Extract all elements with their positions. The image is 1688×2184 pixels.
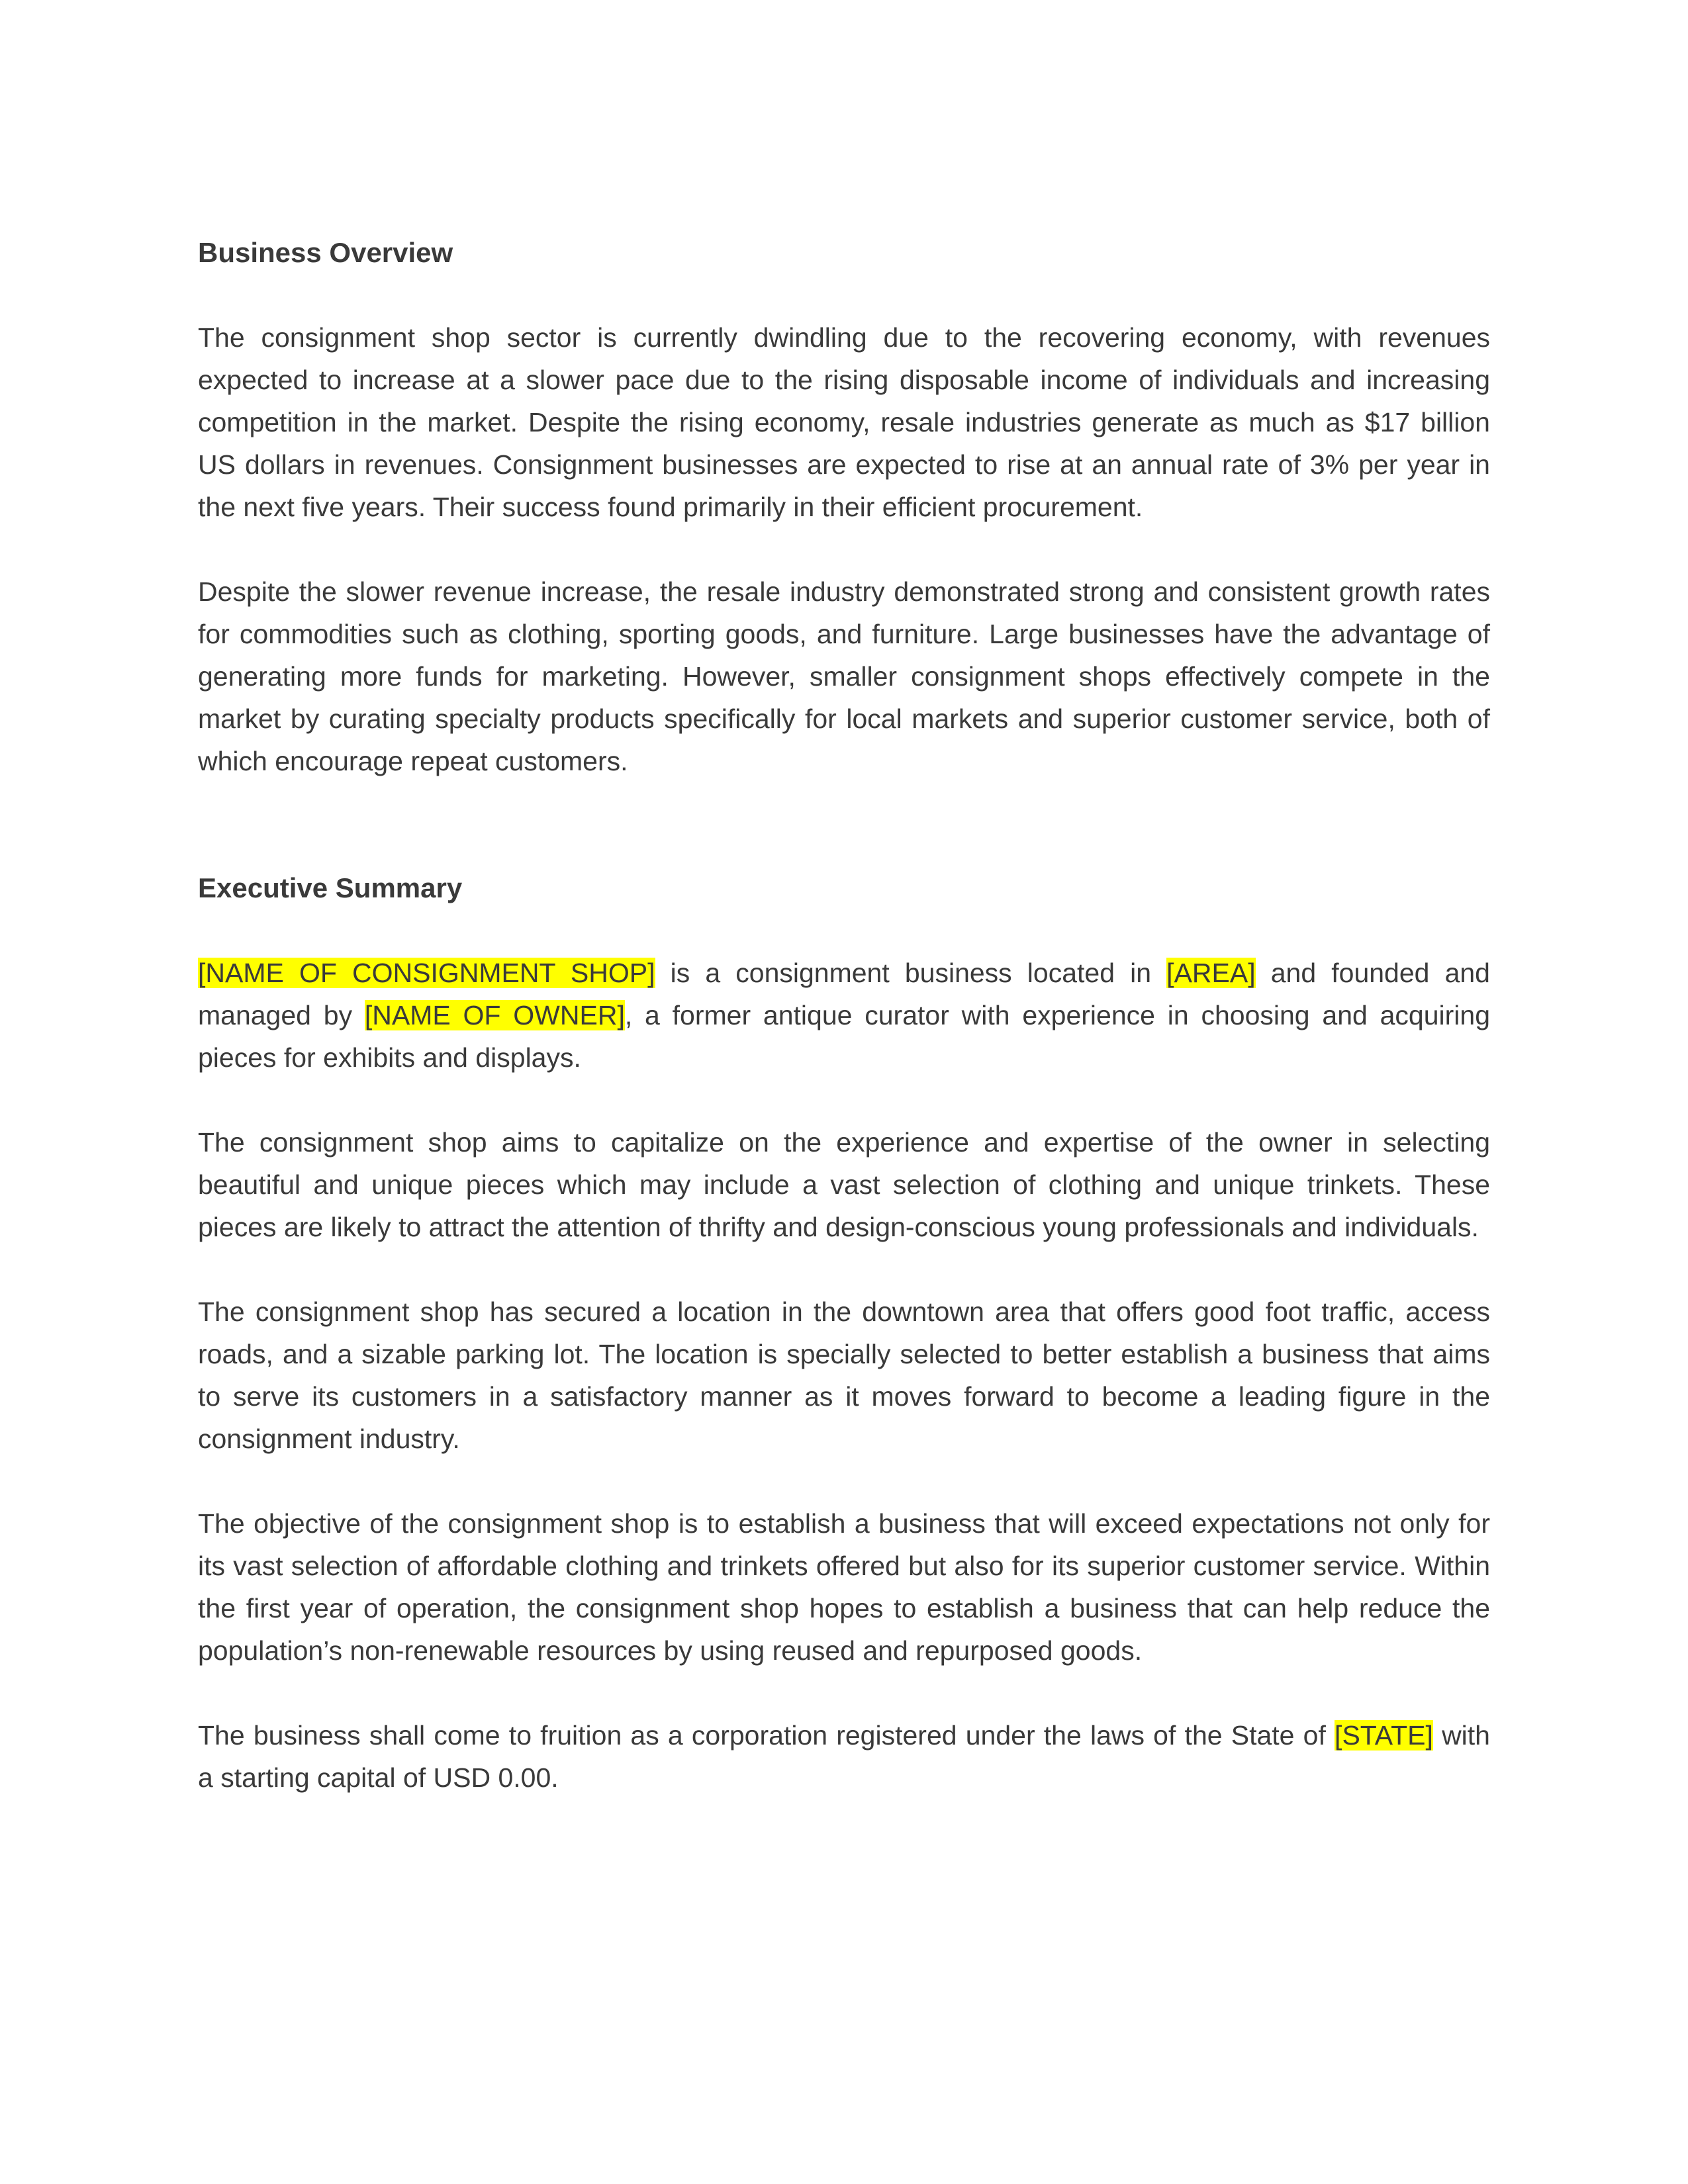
executive-summary-heading: Executive Summary	[198, 872, 463, 903]
area-placeholder: [AREA]	[1166, 958, 1256, 988]
business-overview-heading: Business Overview	[198, 237, 453, 268]
shop-name-placeholder: [NAME OF CONSIGNMENT SHOP]	[198, 958, 655, 988]
intro-text-3: , a former antique curator with experience in choosing and acquiring pieces for exhibits and displays.	[198, 1000, 1491, 1073]
state-placeholder: [STATE]	[1335, 1720, 1433, 1751]
overview-paragraph-1: The consignment shop sector is currently dwindling due to the recovering economy, with revenues expected to increase at a slower pace due to the rising disposable income of individuals and increasing competition in the market. Despite the rising economy, resale industries generate as much as $17 billion US dollars in revenues. Consignment businesses are expected to rise at an annual rate of 3% per year in the next five years. Their success found primarily in their efficient procurement.	[198, 322, 1490, 522]
intro-text-2: and founded and managed by	[198, 958, 1490, 1030]
closing-text-2: with a starting capital of USD 0.00.	[198, 1720, 1490, 1793]
intro-text-1: is a consignment business located in	[655, 958, 1167, 988]
document-page	[198, 232, 1490, 1799]
overview-paragraph-2: Despite the slower revenue increase, the resale industry demonstrated strong and consistent growth rates for commodities such as clothing, sporting goods, and furniture. Large businesses have the advantage of generating more funds for marketing. However, smaller consignment shops effectively compete in the market by curating specialty products specifically for local markets and superior customer service, both of which encourage repeat customers.	[198, 576, 1490, 776]
summary-closing-paragraph	[198, 1714, 1490, 1799]
summary-paragraph-1: The consignment shop aims to capitalize on the experience and expertise of the owner in selecting beautiful and unique pieces which may include a vast selection of clothing and unique trinkets. These pieces are likely to attract the attention of thrifty and design-conscious young professionals and individuals.	[198, 1127, 1490, 1242]
closing-text-1: The business shall come to fruition as a corporation registered under the laws of the State of	[198, 1720, 1335, 1751]
summary-paragraph-2: The consignment shop has secured a location in the downtown area that offers good foot traffic, access roads, and a sizable parking lot. The location is specially selected to better establish a business that aims to serve its customers in a satisfactory manner as it moves forward to become a leading figure in the consignment industry.	[198, 1297, 1490, 1454]
owner-name-placeholder: [NAME OF OWNER]	[364, 1000, 625, 1030]
summary-paragraph-3: The objective of the consignment shop is to establish a business that will exceed expectations not only for its vast selection of affordable clothing and trinkets offered but also for its superior customer service. Within the first year of operation, the consignment shop hopes to establish a business that can help reduce the population’s non-renewable resources by using reused and repurposed goods.	[198, 1508, 1490, 1666]
summary-intro-paragraph	[198, 952, 1490, 1079]
